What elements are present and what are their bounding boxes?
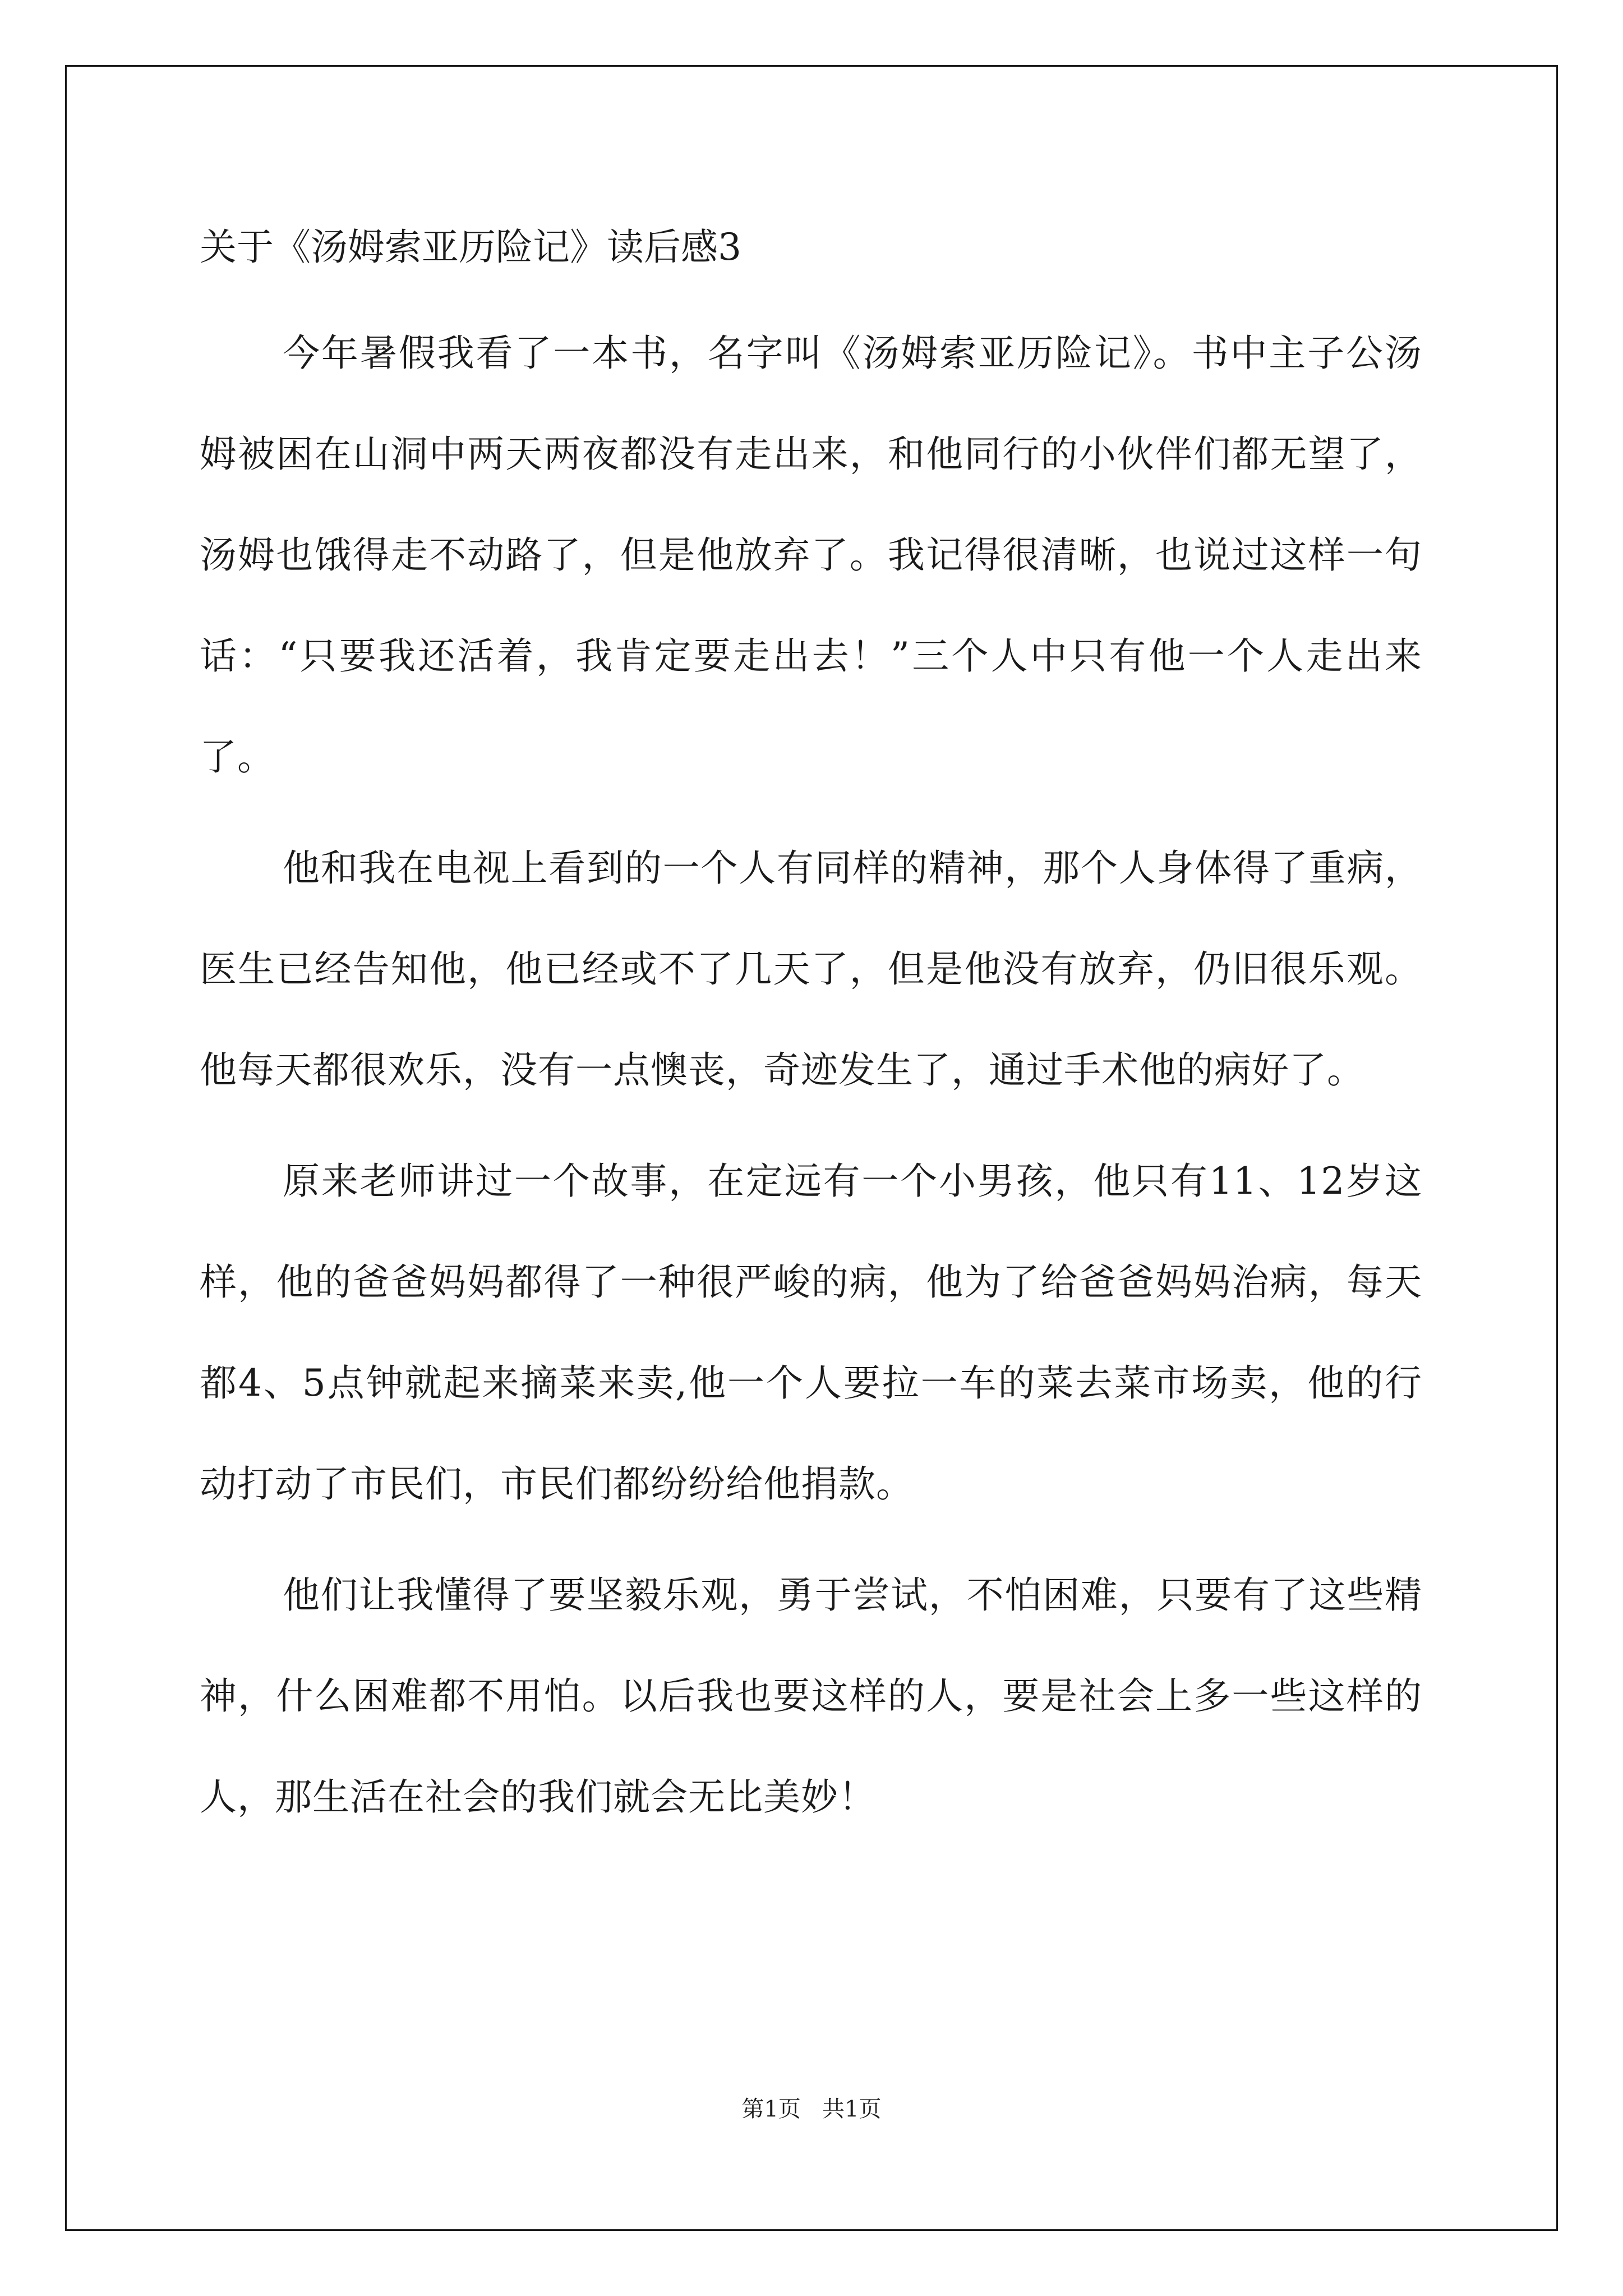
paragraph-3: 原来老师讲过一个故事，在定远有一个小男孩，他只有11、12岁这样，他的爸爸妈妈都得了一种很严峻的病，他为了给爸爸妈妈治病，每天都4、5点钟就起来摘菜来卖,他一个人要拉一车的菜去菜市场卖，他的行动打动了市民们，市民们都纷纷给他捐款。	[200, 1159, 1422, 1506]
paragraph-1: 今年暑假我看了一本书，名字叫《汤姆索亚历险记》。书中主子公汤姆被困在山洞中两天两夜都没有走出来，和他同行的小伙伴们都无望了，汤姆也饿得走不动路了，但是他放弃了。我记得很清晰，也说过这样一句话：“只要我还活着，我肯定要走出去！”三个人中只有他一个人走出来了。	[200, 332, 1422, 779]
page-number: 第1页 共1页	[741, 2096, 882, 2122]
document-title: 关于《汤姆索亚历险记》读后感3	[200, 226, 741, 269]
document-body	[200, 217, 1422, 1858]
paragraph-4: 他们让我懂得了要坚毅乐观，勇于尝试，不怕困难，只要有了这些精神，什么困难都不用怕。以后我也要这样的人，要是社会上多一些这样的人，那生活在社会的我们就会无比美妙！	[200, 1573, 1422, 1819]
paragraph-2: 他和我在电视上看到的一个人有同样的精神，那个人身体得了重病，医生已经告知他，他已经或不了几天了，但是他没有放弃，仍旧很乐观。他每天都很欢乐，没有一点懊丧，奇迹发生了，通过手术他的病好了。	[200, 846, 1422, 1092]
